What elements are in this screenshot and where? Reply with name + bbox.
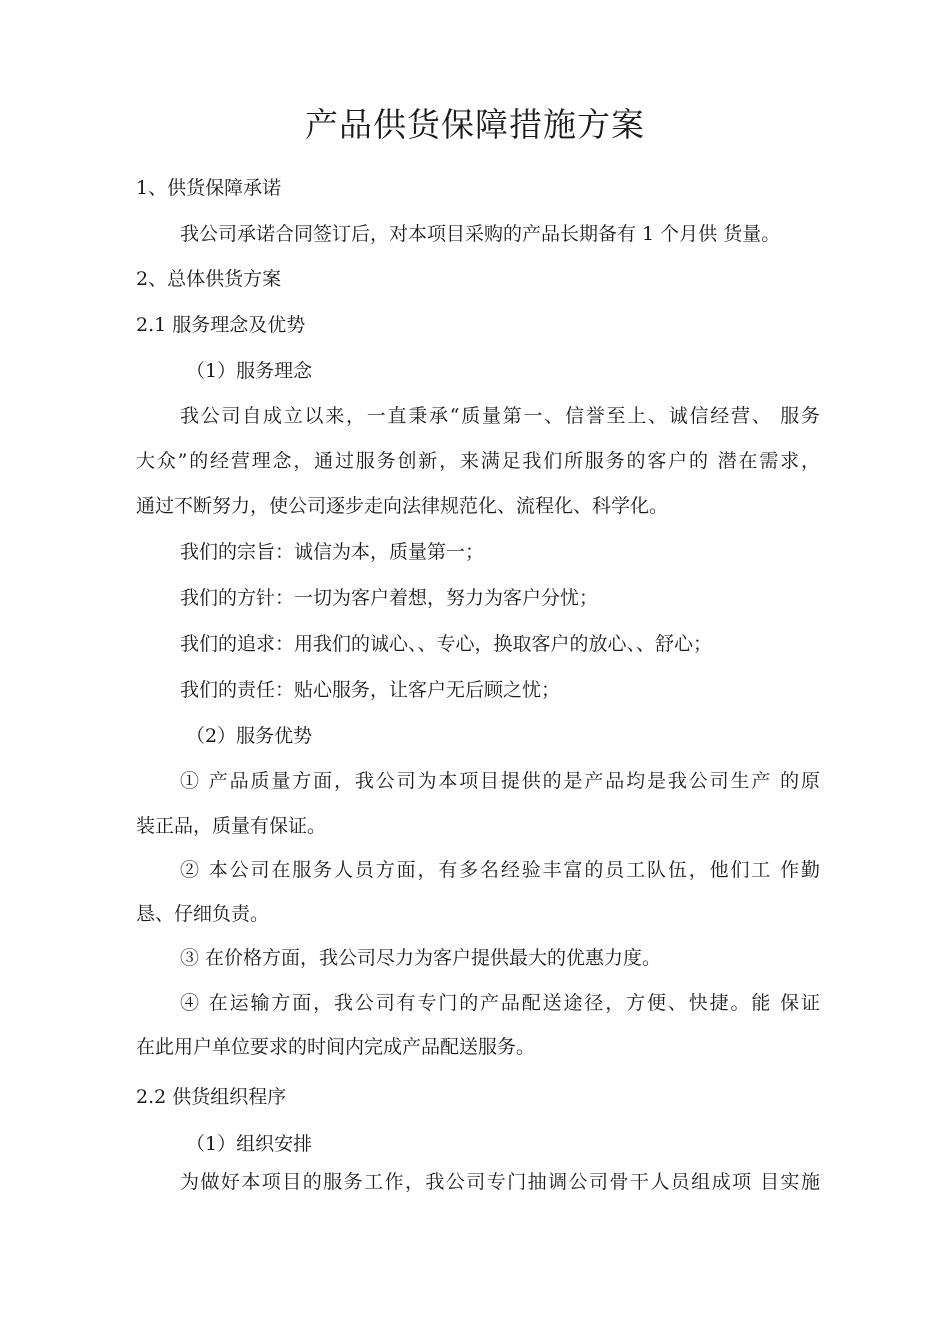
paragraph-line: 我公司承诺合同签订后，对本项目采购的产品长期备有 1 个月供 货量。 [180, 223, 781, 245]
paragraph-line: ① 产品质量方面，我公司为本项目提供的是产品均是我公司生产 的原 [180, 770, 820, 792]
item-heading: （2）服务优势 [186, 725, 313, 747]
paragraph-line: ② 本公司在服务人员方面，有多名经验丰富的员工队伍，他们工 作勤 [180, 859, 820, 881]
paragraph-line: 我公司自成立以来，一直秉承“质量第一、信誉至上、诚信经营、 服务 [180, 405, 820, 427]
paragraph-line: 我们的追求：用我们的诚心、、专心，换取客户的放心、、舒心； [180, 633, 713, 655]
section-heading-1: 1、供货保障承诺 [136, 177, 282, 199]
subsection-heading-2-2: 2.2 供货组织程序 [136, 1086, 287, 1108]
paragraph-line: ③ 在价格方面，我公司尽力为客户提供最大的优惠力度。 [180, 947, 662, 969]
paragraph-line: 我们的宗旨：诚信为本，质量第一； [180, 541, 485, 563]
paragraph-line: 我们的方针：一切为客户着想，努力为客户分忧； [180, 587, 599, 609]
paragraph-line: 大众”的经营理念，通过服务创新，来满足我们所服务的客户的 潜在需求， [136, 450, 820, 472]
item-heading: （1）服务理念 [186, 360, 313, 382]
section-heading-2: 2、总体供货方案 [136, 268, 282, 290]
subsection-heading-2-1: 2.1 服务理念及优势 [136, 314, 306, 336]
paragraph-line: ④ 在运输方面，我公司有专门的产品配送途径，方便、快捷。能 保证 [180, 992, 820, 1014]
paragraph-line: 装正品，质量有保证。 [136, 815, 327, 837]
document-title: 产品供货保障措施方案 [305, 105, 645, 144]
paragraph-line: 在此用户单位要求的时间内完成产品配送服务。 [136, 1036, 536, 1058]
paragraph-line: 为做好本项目的服务工作，我公司专门抽调公司骨干人员组成项 目实施 [180, 1171, 820, 1193]
paragraph-line: 我们的责任：贴心服务，让客户无后顾之忧； [180, 679, 561, 701]
paragraph-line: 通过不断努力，使公司逐步走向法律规范化、流程化、科学化。 [136, 495, 669, 517]
paragraph-line: 恳、仔细负责。 [136, 903, 270, 925]
item-heading: （1）组织安排 [186, 1133, 313, 1155]
